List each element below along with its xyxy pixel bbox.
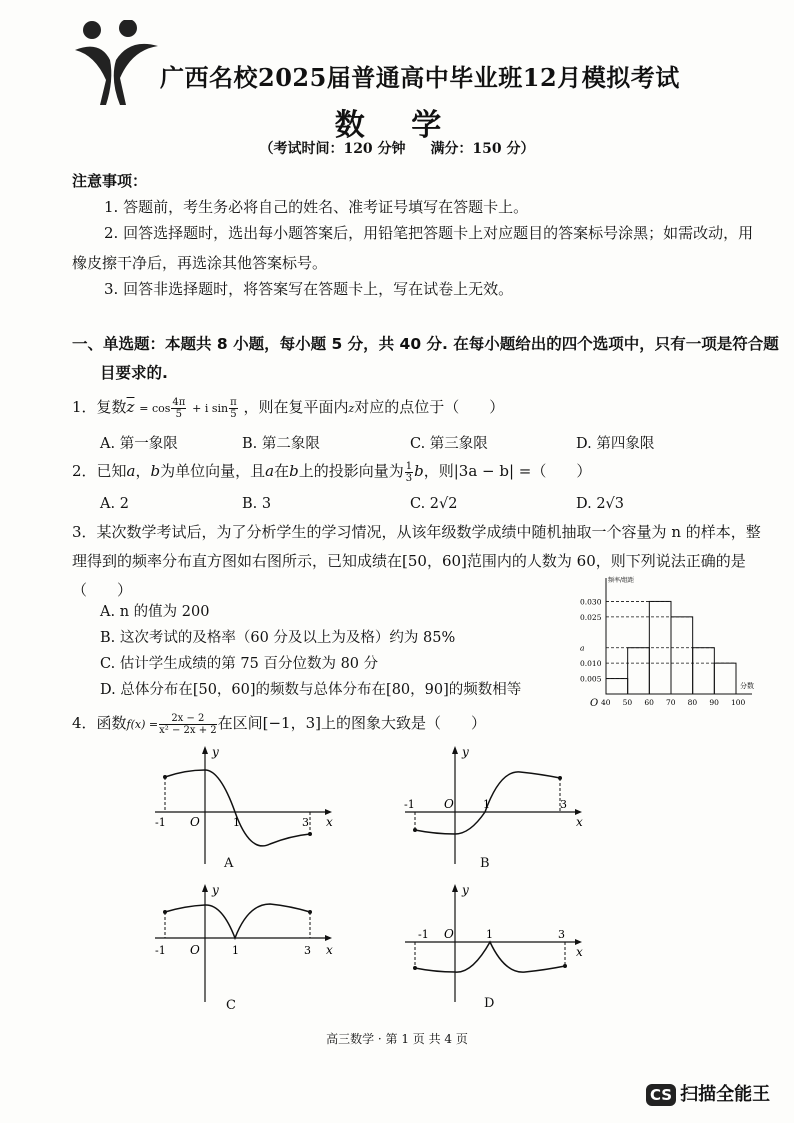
x-tick-label: 70 <box>666 698 676 707</box>
scanner-app-name: 扫描全能王 <box>680 1084 771 1105</box>
histogram-bar <box>628 648 650 694</box>
q1-option-b: B. 第二象限 <box>242 436 320 452</box>
y-label: y <box>462 883 469 897</box>
curve-a <box>165 770 310 846</box>
y-tick-label: 0.010 <box>580 659 602 669</box>
y-label: y <box>462 745 469 759</box>
note-1: 1. 答题前，考生务必将自己的姓名、准考证号填写在答题卡上。 <box>104 198 529 216</box>
x-label: x <box>326 815 333 829</box>
graph-c <box>150 880 340 1010</box>
tick-neg1: -1 <box>155 816 166 829</box>
question-1: 1．复数$\overline{z} = \cos$ $\frac{4\pi}{5}$ + i sin $\frac{\pi}{5}$ ，则在复平面内z对应的点位于（ ） <box>72 396 505 420</box>
q2-option-a: A. 2 <box>100 496 129 512</box>
school-logo <box>70 20 160 108</box>
origin-label: O <box>444 797 454 811</box>
x-label: x <box>576 815 583 829</box>
origin-label: O <box>590 698 599 709</box>
tick-3: 3 <box>558 928 565 941</box>
exam-title: 广西名校2025届普通高中毕业班12月模拟考试 <box>160 63 680 92</box>
y-label: y <box>212 883 219 897</box>
tick-3: 3 <box>560 798 567 811</box>
subject-title: 数 学 <box>334 108 460 143</box>
tick-neg1: -1 <box>418 928 429 941</box>
q2-option-d: D. 2√3 <box>576 496 625 512</box>
y-tick-label: 0.025 <box>580 612 602 622</box>
note-3: 3. 回答非选择题时，将答案写在答题卡上，写在试卷上无效。 <box>104 280 514 298</box>
section-1-heading: 一、单选题：本题共 8 小题，每小题 5 分，共 40 分. 在每小题给出的四个选项中，只有一项是符合题目要求的. <box>72 335 779 382</box>
q3-option-c: C. 估计学生成绩的第 75 百分位数为 80 分 <box>100 656 379 672</box>
y-tick-label: a <box>580 643 585 653</box>
histogram-bar <box>693 648 715 694</box>
x-tick-label: 90 <box>709 698 719 707</box>
x-tick-label: 100 <box>731 698 746 707</box>
graph-b-label: B <box>480 856 490 871</box>
tick-1: 1 <box>483 798 490 811</box>
histogram-bar <box>671 617 693 694</box>
x-label: x <box>326 943 333 957</box>
scanner-watermark <box>646 1080 770 1106</box>
q2-option-b: B. 3 <box>242 496 272 512</box>
q3-option-b: B. 这次考试的及格率（60 分及以上为及格）约为 85% <box>100 630 456 646</box>
y-label: y <box>212 745 219 759</box>
q3-option-d: D. 总体分布在[50，60]的频数与总体分布在[80，90]的频数相等 <box>100 682 522 698</box>
q1-option-d: D. 第四象限 <box>576 436 655 452</box>
tick-3: 3 <box>302 816 309 829</box>
tick-1: 1 <box>233 816 240 829</box>
tick-3: 3 <box>304 944 311 957</box>
exam-info <box>0 138 794 158</box>
graph-b <box>400 742 590 872</box>
q1-option-c: C. 第三象限 <box>410 436 488 452</box>
x-tick-label: 50 <box>622 698 633 707</box>
x-axis-label: 分数 <box>740 682 754 690</box>
tick-1: 1 <box>232 944 239 957</box>
q3-option-a: A. n 的值为 200 <box>100 604 210 620</box>
exam-time: （考试时间：120 分钟 <box>259 141 406 157</box>
graph-d-label: D <box>484 996 495 1011</box>
origin-label: O <box>190 815 200 829</box>
question-3-stem: 3．某次数学考试后，为了分析学生的学习情况，从该年级数学成绩中随机抽取一个容量为 n 的样本，整理得到的频率分布直方图如右图所示，已知成绩在[50，60]范围内的人数为 60，则下列说法正确的是（ ） <box>72 523 761 599</box>
x-tick-label: 60 <box>644 698 654 707</box>
question-4: 4．函数f(x) = $\frac{2x - 2}{\text{x² − 2x + 2}}$ 在区间[−1，3]上的图象大致是（ ） <box>72 712 486 736</box>
graph-a <box>150 742 340 872</box>
note-2: 2. 回答选择题时，选出每小题答案后，用铅笔把答题卡上对应题目的答案标号涂黑；如需改动，用橡皮擦干净后，再选涂其他答案标号。 <box>72 224 754 272</box>
curve-d <box>415 942 565 972</box>
y-tick-label: 0.005 <box>580 674 602 684</box>
x-label: x <box>576 945 583 959</box>
exam-score: 满分：150 分） <box>430 141 535 157</box>
scanner-logo-icon: CS <box>646 1084 676 1106</box>
y-axis-label: 频率/组距 <box>608 577 635 584</box>
frequency-histogram <box>578 572 764 710</box>
histogram-bar <box>606 679 628 694</box>
x-tick-label: 80 <box>687 698 698 707</box>
question-2: 2．已知a，b为单位向量，且a在b上的投影向量为 $\frac{1}{3}$ b，则|3a − b| =（ ） <box>72 460 592 484</box>
q2-option-c: C. 2√2 <box>410 496 458 512</box>
x-tick-label: 40 <box>601 698 611 707</box>
page-footer: 高三数学 · 第 1 页 共 4 页 <box>326 1032 468 1046</box>
origin-label: O <box>190 943 200 957</box>
tick-neg1: -1 <box>404 798 415 811</box>
q1-option-a: A. 第一象限 <box>100 436 178 452</box>
tick-1: 1 <box>486 928 493 941</box>
histogram-bar <box>714 663 736 694</box>
notes-title: 注意事项： <box>72 172 148 190</box>
curve-c <box>165 904 310 938</box>
tick-neg1: -1 <box>155 944 166 957</box>
graph-c-label: C <box>226 998 236 1013</box>
graph-d <box>400 880 590 1010</box>
y-tick-label: 0.030 <box>580 597 602 607</box>
graph-a-label: A <box>224 856 234 871</box>
origin-label: O <box>444 927 454 941</box>
